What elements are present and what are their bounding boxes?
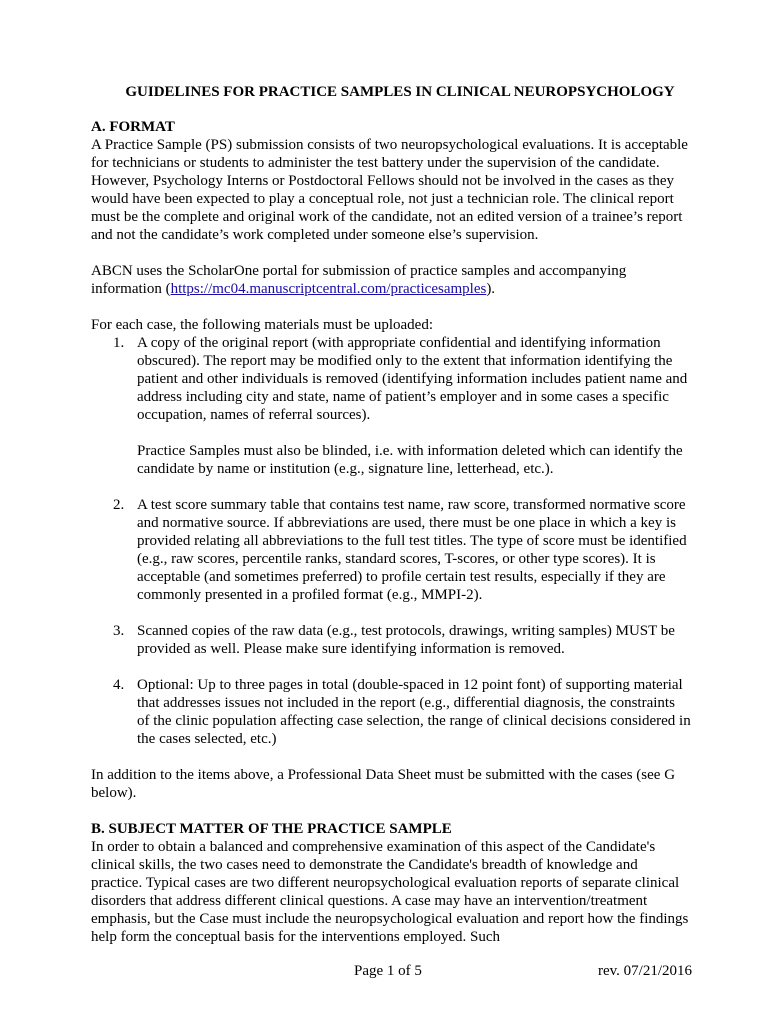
section-b-heading: B. SUBJECT MATTER OF THE PRACTICE SAMPLE — [91, 821, 452, 837]
list-item-number: 1. — [113, 335, 125, 351]
list-item — [91, 622, 691, 658]
list-item-text: A test score summary table that contains test name, raw score, transformed normative score and normative source. If abbreviations are used, there must be one place in which a key is provided relating all abbreviations to the full test titles. The type of score must be identified (e.g., raw scores, percentile ranks, standard scores, T-scores, or other type scores). It is acceptable (and sometimes preferred) to profile certain test results, especially if they are commonly presented in a profiled format (e.g., MMPI-2). — [137, 497, 687, 603]
list-item — [91, 676, 691, 748]
list-item-text: Scanned copies of the raw data (e.g., test protocols, drawings, writing samples) MUST be provided as well. Please make sure identifying information is removed. — [137, 623, 675, 657]
practice-samples-link[interactable]: https://mc04.manuscriptcentral.com/practicesamples — [170, 281, 487, 297]
list-item — [91, 334, 691, 478]
section-a-closing: In addition to the items above, a Professional Data Sheet must be submitted with the cases (see G below). — [91, 767, 676, 801]
portal-text-before: ABCN uses the ScholarOne portal for submission of practice samples and accompanying information ( — [91, 263, 627, 297]
list-item-number: 2. — [113, 497, 125, 513]
document-body — [91, 83, 691, 946]
list-item-text: Optional: Up to three pages in total (double-spaced in 12 point font) of supporting material that addresses issues not included in the report (e.g., differential diagnosis, the constraints of the clinic population affecting case selection, the range of clinical decisions considered in the cases selected, etc.) — [137, 677, 691, 747]
page-number: Page 1 of 5 — [354, 963, 422, 979]
section-a-heading: A. FORMAT — [91, 119, 175, 135]
section-a-intro-paragraph: A Practice Sample (PS) submission consists of two neuropsychological evaluations. It is acceptable for technicians or students to administer the test battery under the supervision of the candidate. However, Psychology Interns or Postdoctoral Fellows should not be involved in the cases as they would have been expected to play a conceptual role, not just a technician role. The clinical report must be the complete and original work of the candidate, not an edited version of a trainee’s report and not the candidate’s work completed under someone else’s supervision. — [91, 137, 688, 243]
revision-date: rev. 07/21/2016 — [598, 963, 693, 979]
section-b-body: In order to obtain a balanced and comprehensive examination of this aspect of the Candidate's clinical skills, the two cases need to demonstrate the Candidate's breadth of knowledge and practice. Typical cases are two different neuropsychological evaluation reports of separate clinical disorders that address different clinical questions. A case may have an intervention/treatment emphasis, but the Case must include the neuropsychological evaluation and report how the findings help form the conceptual basis for the interventions employed. Such — [91, 839, 689, 945]
list-item-number: 3. — [113, 623, 125, 639]
list-item-number: 4. — [113, 677, 125, 693]
list-item — [91, 496, 691, 604]
list-intro: For each case, the following materials must be uploaded: — [91, 317, 433, 333]
document-title: GUIDELINES FOR PRACTICE SAMPLES IN CLINICAL NEUROPSYCHOLOGY — [125, 84, 675, 100]
list-item-subtext: Practice Samples must also be blinded, i.e. with information deleted which can identify the candidate by name or institution (e.g., signature line, letterhead, etc.). — [137, 443, 683, 477]
materials-list — [91, 334, 691, 748]
portal-paragraph — [91, 262, 691, 298]
portal-text-after: ). — [486, 281, 496, 297]
list-item-text: A copy of the original report (with appropriate confidential and identifying information obscured). The report may be modified only to the extent that information identifying the patient and other individuals is removed (identifying information includes patient name and address including city and state, name of patient’s employer and in some cases a specific occupation, names of referral sources). — [137, 335, 688, 423]
